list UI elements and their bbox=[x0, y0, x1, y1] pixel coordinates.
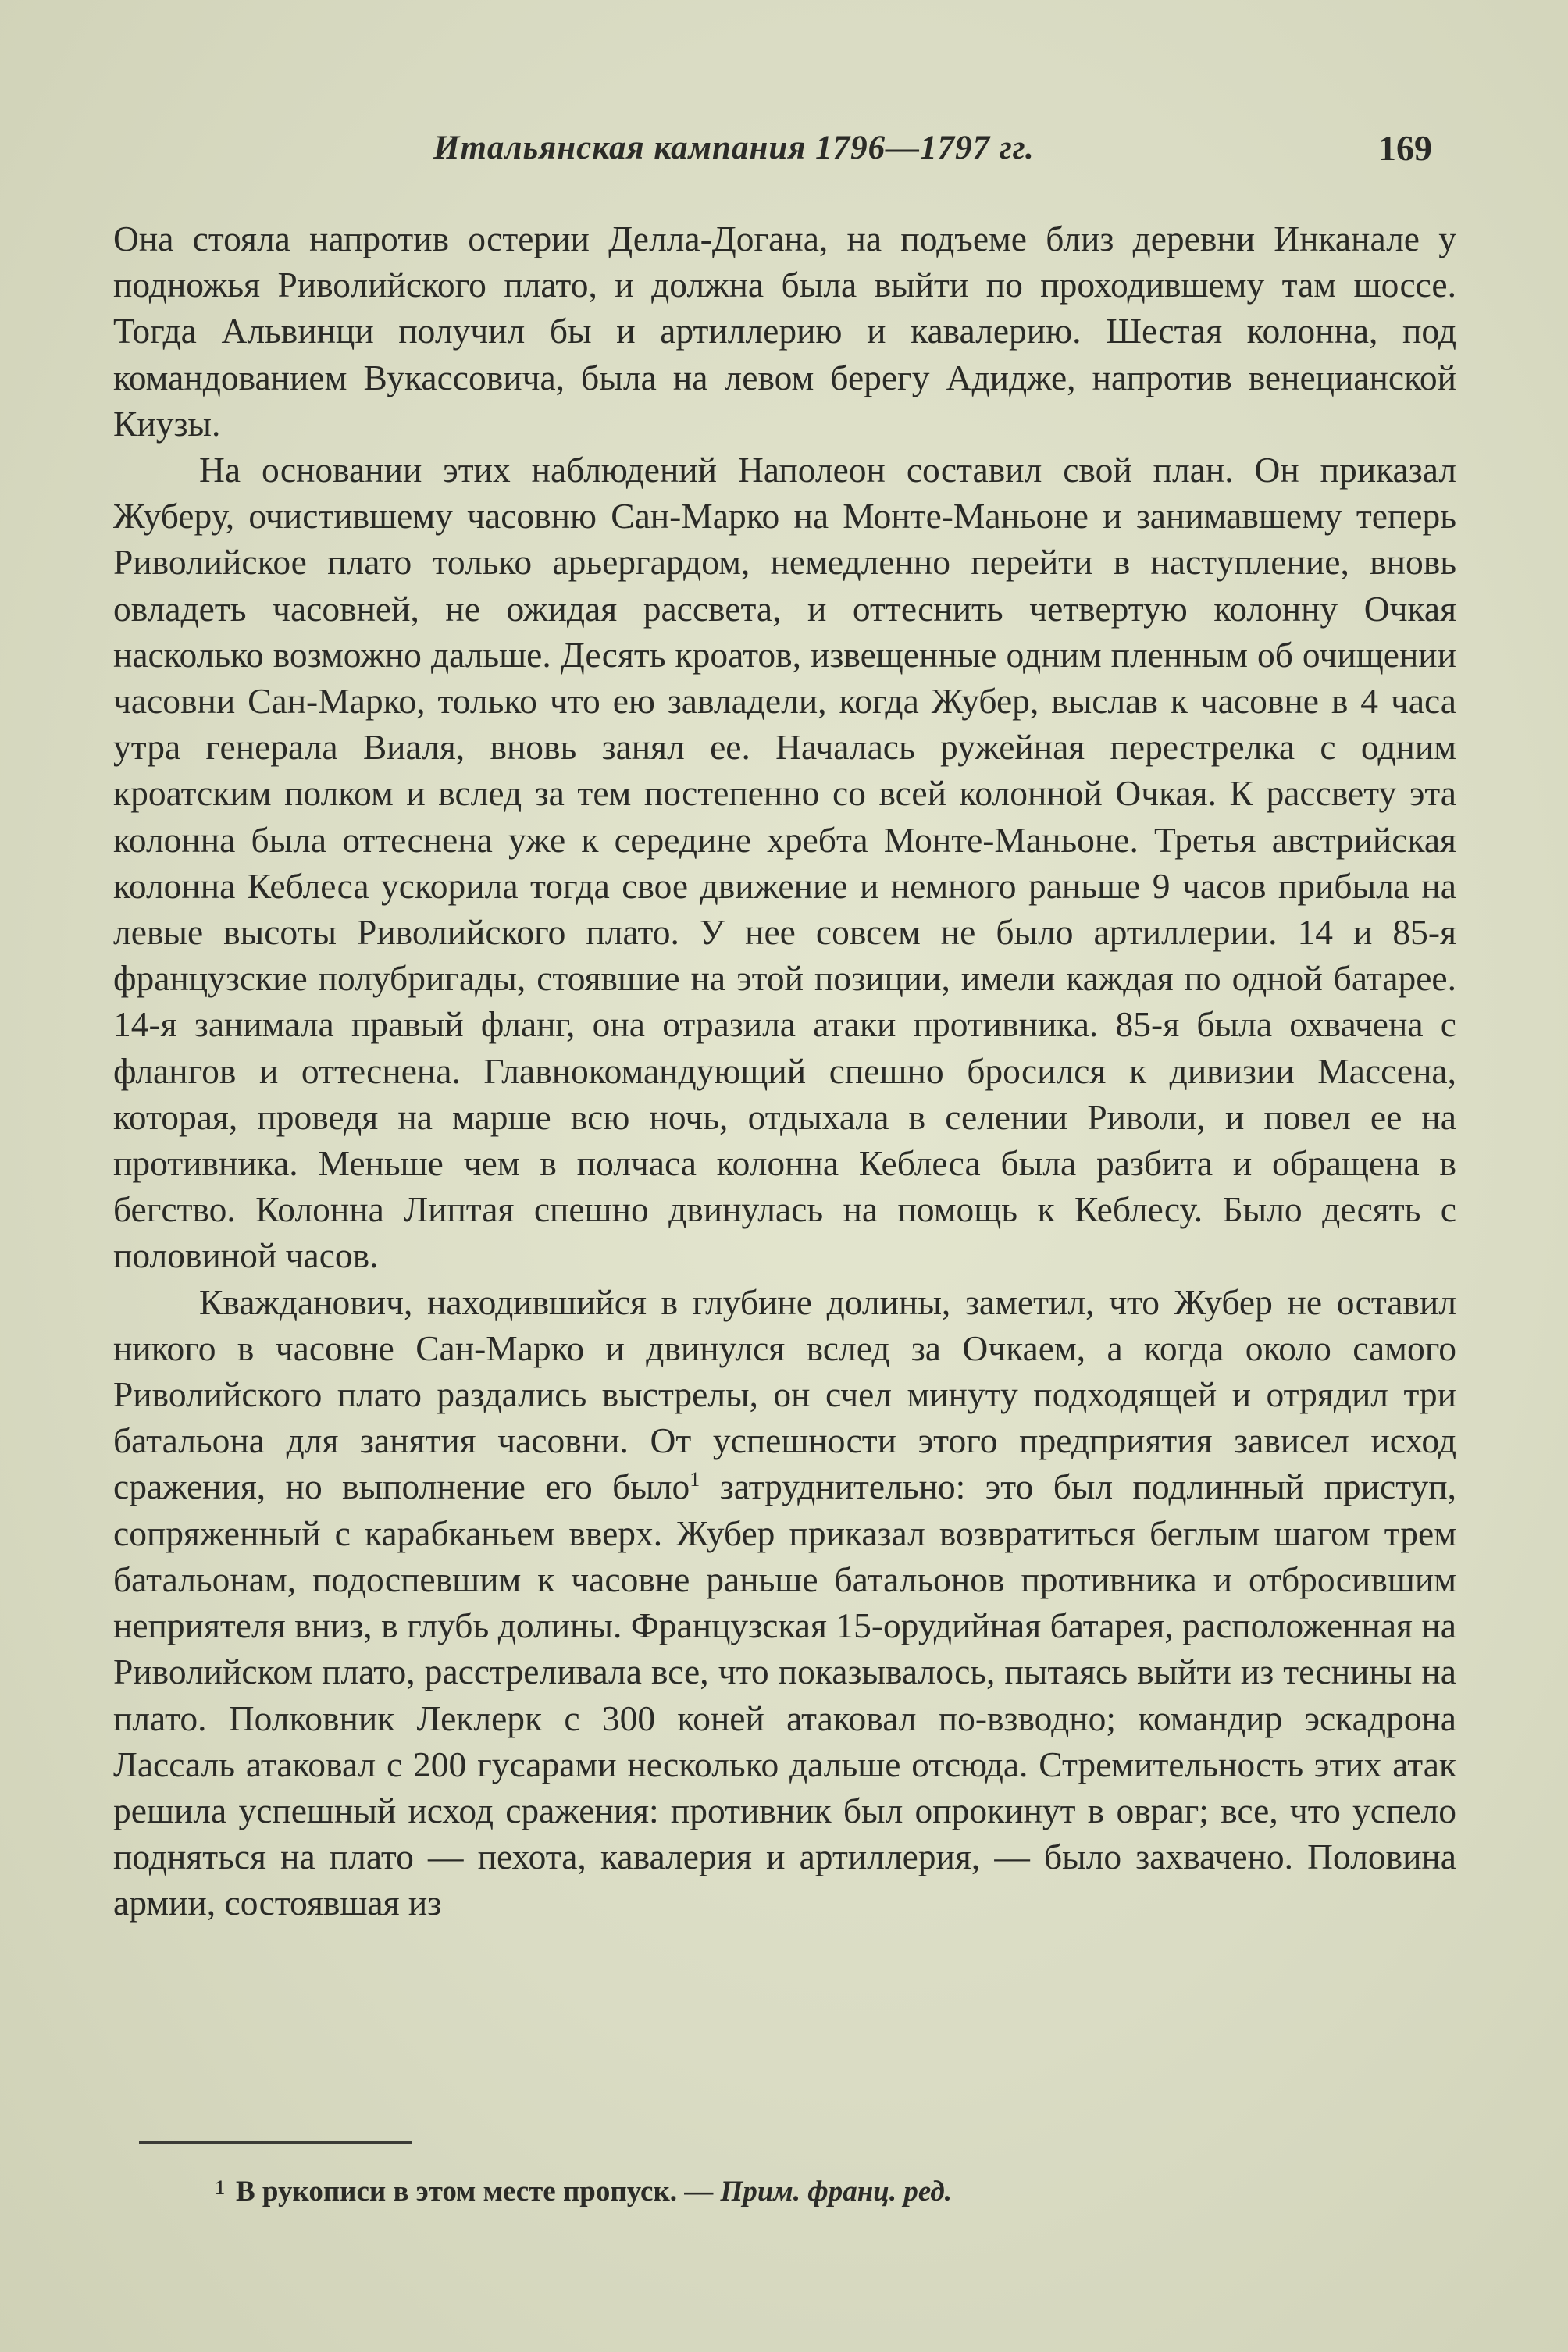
footnote-reference-mark: 1 bbox=[690, 1468, 700, 1491]
page-number: 169 bbox=[1378, 128, 1432, 168]
footnote bbox=[215, 2175, 952, 2208]
paragraph-1: Она стояла напротив остерии Делла-Догана, на подъеме близ деревни Инканале у подножья Риволийского плато, и должна была выйти по проходившему там шоссе. Тогда Альвинци получил бы и артиллерию и кавалерию. Шестая колонна, под командованием Вукассовича, была на левом берегу Адидже, напротив венецианской Киузы. bbox=[113, 219, 1456, 444]
paragraph-2: На основании этих наблюдений Наполеон составил свой план. Он приказал Жуберу, очистившему часовню Сан-Марко на Монте-Маньоне и занимавшему теперь Риволийское плато только арьергардом, немедленно перейти в наступление, вновь овладеть часовней, не ожидая рассвета, и оттеснить четвертую колонну Очкая насколько возможно дальше. Десять кроатов, извещенные одним пленным об очищении часовни Сан-Марко, только что ею завладели, когда Жубер, выслав к часовне в 4 часа утра генерала Виаля, вновь занял ее. Началась ружейная перестрелка с одним кроатским полком и вслед за тем постепенно со всей колонной Очкая. К рассвету эта колонна была оттеснена уже к середине хребта Монте-Маньоне. Третья австрийская колонна Кеблеса ускорила тогда свое движение и немного раньше 9 часов прибыла на левые высоты Риволийского плато. У нее совсем не было артиллерии. 14 и 85-я французские полубригады, стоявшие на этой позиции, имели каждая по одной батарее. 14-я занимала правый фланг, она отразила атаки противника. 85-я была охвачена с флангов и оттеснена. Главнокомандующий спешно бросился к дивизии Массена, которая, проведя на марше всю ночь, отдыхала в селении Риволи, и повел ее на противника. Меньше чем в полчаса колонна Кеблеса была разбита и обращена в бегство. Колонна Липтая спешно двинулась на помощь к Кеблесу. Было десять с половиной часов. bbox=[113, 450, 1456, 1276]
footnote-divider bbox=[139, 2141, 412, 2144]
paragraph-3-part-1: Кважданович, находившийся в глубине долины, заметил, что Жубер не оставил никого в часовне Сан-Марко и двинулся вслед за Очкаем, а когда около самого Риволийского плато раздались выстрелы, он счел минуту подходящей и отрядил три батальона для занятия часовни. От успешности этого предприятия зависел исход сражения, но выполнение его было bbox=[113, 1281, 1456, 1507]
footnote-text: В рукописи в этом месте пропуск. — bbox=[236, 2176, 714, 2208]
paragraph-3 bbox=[113, 1279, 1456, 1926]
footnote-editor-note: Прим. франц. ред. bbox=[720, 2176, 952, 2208]
running-title: Итальянская кампания 1796—1797 гг. bbox=[433, 130, 1035, 166]
main-text bbox=[113, 216, 1456, 1926]
footnote-number: 1 bbox=[215, 2176, 225, 2199]
paragraph-3-part-2: затруднительно: это был подлинный приступ, сопряженный с карабканьем вверх. Жубер приказал возвратиться беглым шагом трем батальонам, подоспевшим к часовне раньше батальонов противника и отбросившим неприятеля вниз, в глубь долины. Французская 15-орудийная батарея, расположенная на Риволийском плато, расстреливала все, что показывалось, пытаясь выйти из теснины на плато. Полковник Леклерк с 300 коней атаковал по-взводно; командир эскадрона Лассаль атаковал с 200 гусарами несколько дальше отсюда. Стремительность этих атак решила успешный исход сражения: противник был опрокинут в овраг; все, что успело подняться на плато — пехота, кавалерия и артиллерия, — было захвачено. Половина армии, состоявшая из bbox=[113, 1466, 1456, 1923]
